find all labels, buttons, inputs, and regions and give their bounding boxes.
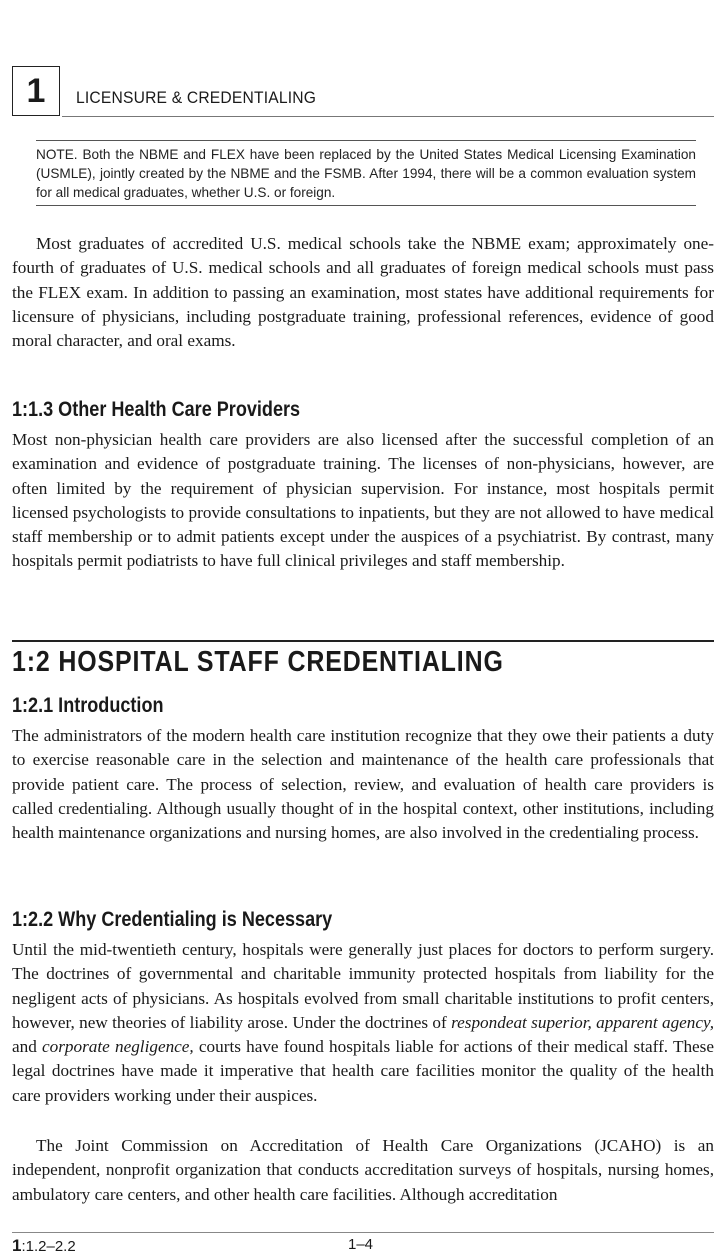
header-divider — [62, 116, 714, 117]
section-body-1-2-1: The administrators of the modern health care institution recognize that they owe their patients a duty to exercise reasonable care in the selection and maintenance of the health care professionals that provide patient care. The process of selection, review, and evaluation of health care providers is called credentialing. Although usually thought of in the hospital context, other institutions, including health maintenance organizations and nursing homes, are also involved in the credentialing process. — [12, 726, 714, 843]
section-body-1-2-2 — [12, 938, 714, 1108]
intro-paragraph — [12, 232, 714, 353]
footer-range: :1.2–2.2 — [21, 1238, 76, 1255]
chapter-number-box — [12, 66, 60, 116]
section-divider — [12, 640, 714, 642]
chapter-title: LICENSURE & CREDENTIALING — [76, 88, 317, 107]
footer-chapter: 1 — [12, 1236, 22, 1255]
body-text: courts have found hospitals liable for actions of their medical staff. These legal doctrines have made it imperative that health care facilities monitor the quality of the health care providers working under their auspices. — [12, 1037, 714, 1105]
italic-term: corporate negligence, — [42, 1037, 194, 1057]
footer-divider — [12, 1232, 714, 1233]
body-text: and — [12, 1037, 43, 1057]
section-body-1-2-2-jcaho — [12, 1134, 714, 1207]
section-heading-1-2-1: 1:2.1 Introduction — [12, 694, 164, 717]
section-body-1-1-3: Most non-physician health care providers are also licensed after the successful completion of an examination and evidence of postgraduate training. The licenses of non-physicians, however, are often limited by the requirement of physician supervision. For instance, most hospitals permit licensed psychologists to provide consultations to inpatients, but they are not allowed to have medical staff membership or to admit patients except under the auspices of a psychiatrist. By contrast, many hospitals permit podiatrists to have full clinical privileges and staff membership. — [12, 430, 714, 571]
chapter-number: 1 — [26, 71, 46, 110]
section-heading-1-2-2: 1:2.2 Why Credentialing is Necessary — [12, 908, 333, 931]
section-heading-1-1-3: 1:1.3 Other Health Care Providers — [12, 398, 301, 421]
body-text: Until the mid-twentieth century, hospitals were generally just places for doctors to perform surgery. The doctrines of governmental and charitable immunity protected hospitals from liability for the negligent acts of physicians. As hospitals evolved from small charitable institutions to profit centers, however, new theories of liability arose. Under the doctrines of — [12, 940, 714, 1032]
body-text: The Joint Commission on Accreditation of Health Care Organizations (JCAHO) is an independent, nonprofit organization that conducts accreditation surveys of hospitals, nursing homes, ambulatory care centers, and other health care facilities. Although accreditation — [12, 1136, 714, 1204]
note-box: NOTE. Both the NBME and FLEX have been replaced by the United States Medical Licensing Examination (USMLE), jointly created by the NBME and the FSMB. After 1994, there will be a common evaluation system for all medical graduates, whether U.S. or foreign. — [36, 140, 696, 206]
section-heading-1-2: 1:2 HOSPITAL STAFF CREDENTIALING — [12, 646, 504, 678]
intro-paragraph-text: Most graduates of accredited U.S. medical schools take the NBME exam; approximately one-fourth of graduates of U.S. medical schools and all graduates of foreign medical schools must pass the FLEX exam. In addition to passing an examination, most states have additional requirements for licensure of physicians, including postgraduate training, professional references, evidence of good moral character, and oral exams. — [12, 234, 714, 351]
page-number: 1–4 — [348, 1236, 374, 1253]
footer-section-range — [12, 1236, 76, 1256]
italic-term: respondeat superior, apparent agency, — [451, 1012, 714, 1032]
